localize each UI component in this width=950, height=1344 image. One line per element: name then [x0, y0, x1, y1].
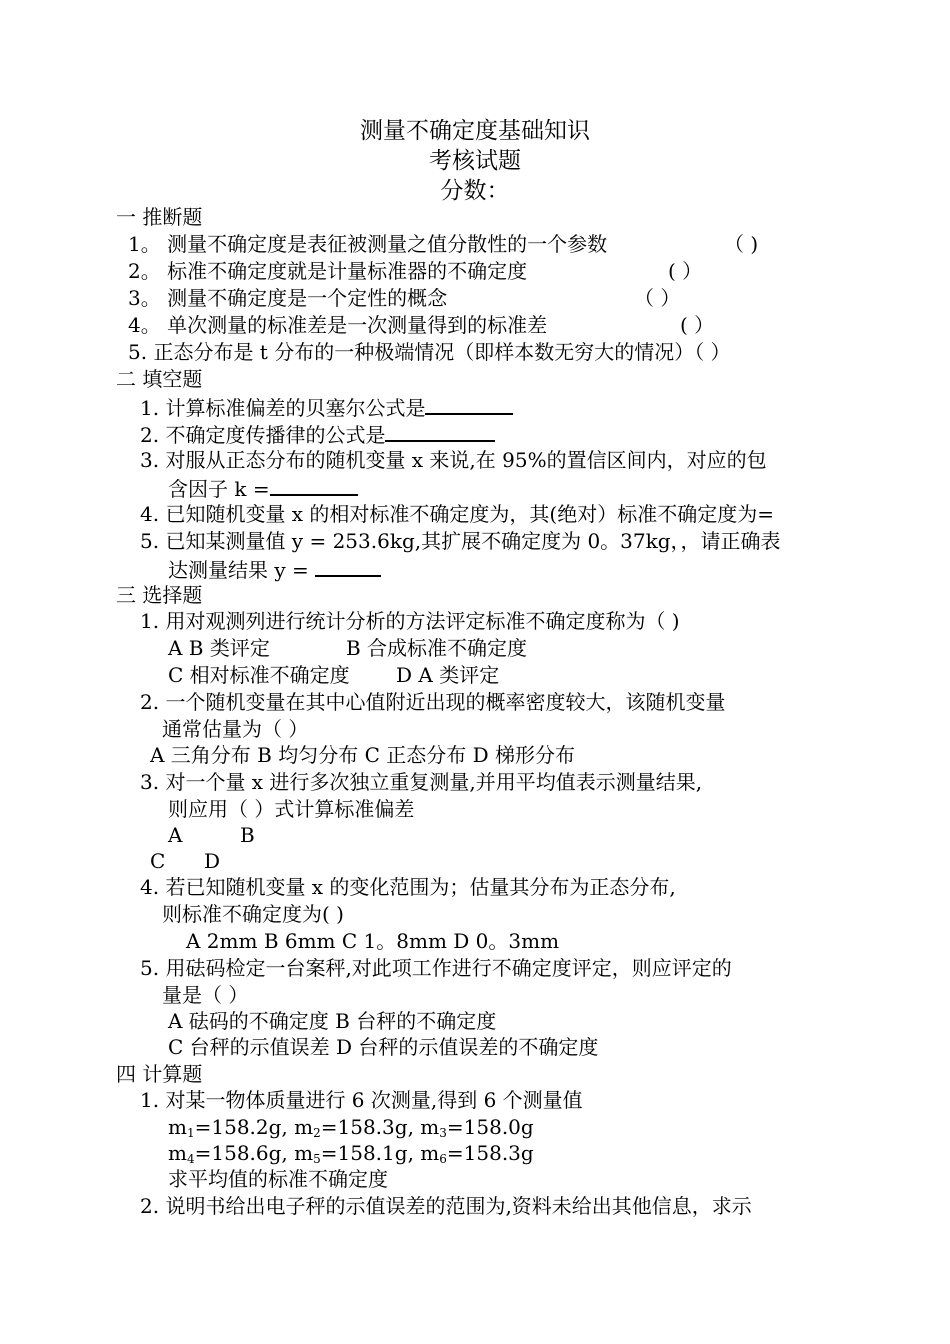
question-item: 4. 已知随机变量 x 的相对标准不确定度为，其(绝对）标准不确定度为=: [140, 502, 774, 526]
question-item: 3. 对服从正态分布的随机变量 x 来说,在 95%的置信区间内，对应的包: [140, 448, 767, 472]
section-heading: 一 推断题: [116, 205, 203, 229]
answer-blank: [425, 393, 513, 415]
answer-blank: [270, 474, 358, 496]
question-continuation: 则应用（ ）式计算标准偏差: [168, 797, 415, 821]
question-continuation: 则标准不确定度为( ): [162, 902, 344, 926]
option-d: D A 类评定: [396, 663, 500, 687]
question-text: 2. 不确定度传播律的公式是: [140, 423, 386, 447]
question-item: [140, 393, 513, 421]
page-title: 测量不确定度基础知识: [360, 118, 590, 144]
option-c: C 相对标准不确定度: [168, 663, 350, 687]
question-item: 2. 说明书给出电子秤的示值误差的范围为,资料未给出其他信息，求示: [140, 1194, 752, 1218]
answer-blank: [315, 555, 381, 577]
question-item: 4. 若已知随机变量 x 的变化范围为；估量其分布为正态分布,: [140, 875, 676, 899]
question-continuation: [168, 555, 381, 583]
question-item: 3. 对一个量 x 进行多次独立重复测量,并用平均值表示测量结果,: [140, 770, 703, 794]
question-item: 3。 测量不确定度是一个定性的概念: [128, 286, 448, 310]
question-text: 达测量结果 y =: [168, 558, 316, 582]
answer-bracket: ( ）: [680, 313, 715, 337]
question-text: 含因子 k =: [168, 477, 270, 501]
option-b: B 合成标准不确定度: [346, 636, 528, 660]
page-subtitle: 考核试题: [429, 148, 521, 174]
option-d: D: [204, 849, 221, 873]
answer-bracket: ( ）: [668, 259, 703, 283]
answer-bracket: （ ）: [634, 286, 681, 310]
question-continuation: 通常估量为（ ）: [162, 717, 309, 741]
option-b: B: [240, 823, 255, 847]
option-c: C: [150, 849, 166, 873]
question-item: 5. 用砝码检定一台案秤,对此项工作进行不确定度评定，则应评定的: [140, 956, 732, 980]
question-item: 2。 标准不确定度就是计量标准器的不确定度: [128, 259, 528, 283]
option-a: A: [168, 823, 183, 847]
question-ask: 求平均值的标准不确定度: [168, 1167, 388, 1191]
question-item: 5. 正态分布是 t 分布的一种极端情况（即样本数无穷大的情况）（ ）: [128, 340, 731, 364]
section-heading: 三 选择题: [116, 583, 203, 607]
question-item: 4。 单次测量的标准差是一次测量得到的标准差: [128, 313, 548, 337]
question-continuation: [168, 474, 358, 502]
question-item: 1. 对某一物体质量进行 6 次测量,得到 6 个测量值: [140, 1088, 583, 1112]
options-row: C 台秤的示值误差 D 台秤的示值误差的不确定度: [168, 1035, 599, 1059]
option-a: A B 类评定: [168, 636, 270, 660]
section-heading: 二 填空题: [116, 367, 203, 391]
question-item: 2. 一个随机变量在其中心值附近出现的概率密度较大，该随机变量: [140, 690, 726, 714]
measurement-values: $m_1=158.2g$, $m_2=158.3g$, $m_3=158.0g$: [168, 1115, 534, 1140]
question-item: 5. 已知某测量值 y = 253.6kg,其扩展不确定度为 0。37kg，，请正确表: [140, 529, 781, 553]
question-continuation: 量是（ ）: [162, 983, 249, 1007]
question-item: 1。 测量不确定度是表征被测量之值分散性的一个参数: [128, 232, 608, 256]
measurement-values: $m_4=158.6g$, $m_5=158.1g$, $m_6=158.3g$: [168, 1141, 534, 1166]
score-label: 分数：: [440, 178, 510, 204]
options-row: A 三角分布 B 均匀分布 C 正态分布 D 梯形分布: [150, 743, 575, 767]
options-row: A 砝码的不确定度 B 台秤的不确定度: [168, 1009, 497, 1033]
answer-blank: [385, 420, 495, 442]
question-item: 1. 用对观测列进行统计分析的方法评定标准不确定度称为（ ): [140, 609, 680, 633]
answer-bracket: （ ): [724, 232, 759, 256]
question-text: 1. 计算标准偏差的贝塞尔公式是: [140, 396, 426, 420]
question-item: [140, 420, 495, 448]
section-heading: 四 计算题: [116, 1062, 203, 1086]
options-row: A 2mm B 6mm C 1。8mm D 0。3mm: [186, 929, 560, 953]
